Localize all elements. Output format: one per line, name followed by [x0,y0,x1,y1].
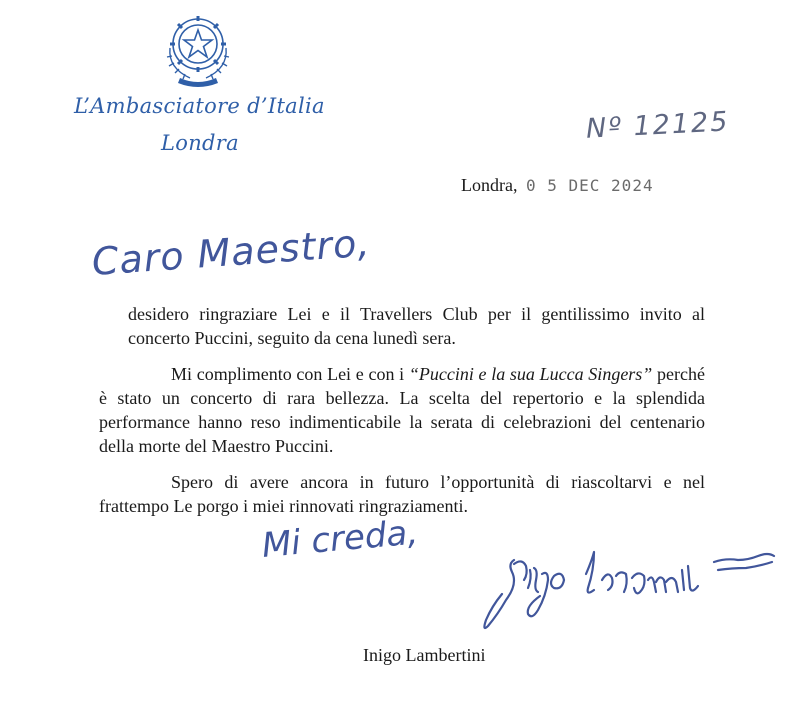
closing-phrase: Mi creda, [260,512,420,566]
handwritten-signature [468,540,780,635]
body-paragraph-2-end: perché è stato un concerto di rara bellezza. La scelta del repertorio e la splendida performance hanno reso indimenticabile la serata di celebrazioni del centenario della morte del Maestro Puccini. [99,364,705,456]
date-place: Londra, [461,175,518,195]
signatory-name: Inigo Lambertini [363,645,486,665]
body-paragraph-2-start: Mi complimento con Lei e con i [171,364,409,384]
letterhead-city: Londra [161,131,239,155]
italian-republic-emblem-icon [160,8,236,88]
body-paragraph-3: Spero di avere ancora in futuro l’opportunità di riascoltarvi e nel frattempo Le porgo i miei rinnovati ringraziamenti. [99,472,705,516]
protocol-number: Nº 12125 [585,106,731,145]
letterhead-title: L’Ambasciatore d’Italia [74,94,325,118]
ensemble-name: “Puccini e la sua Lucca Singers” [408,364,653,384]
body-paragraph-2 [99,362,705,458]
letter-body [99,302,705,530]
greeting: Caro Maestro, [90,220,372,284]
body-paragraph-1: desidero ringraziare Lei e il Travellers Club per il gentilissimo invito al concerto Puccini, seguito da cena lunedì sera. [128,304,705,348]
date-line [461,175,654,196]
date-stamp: 0 5 DEC 2024 [525,176,654,195]
